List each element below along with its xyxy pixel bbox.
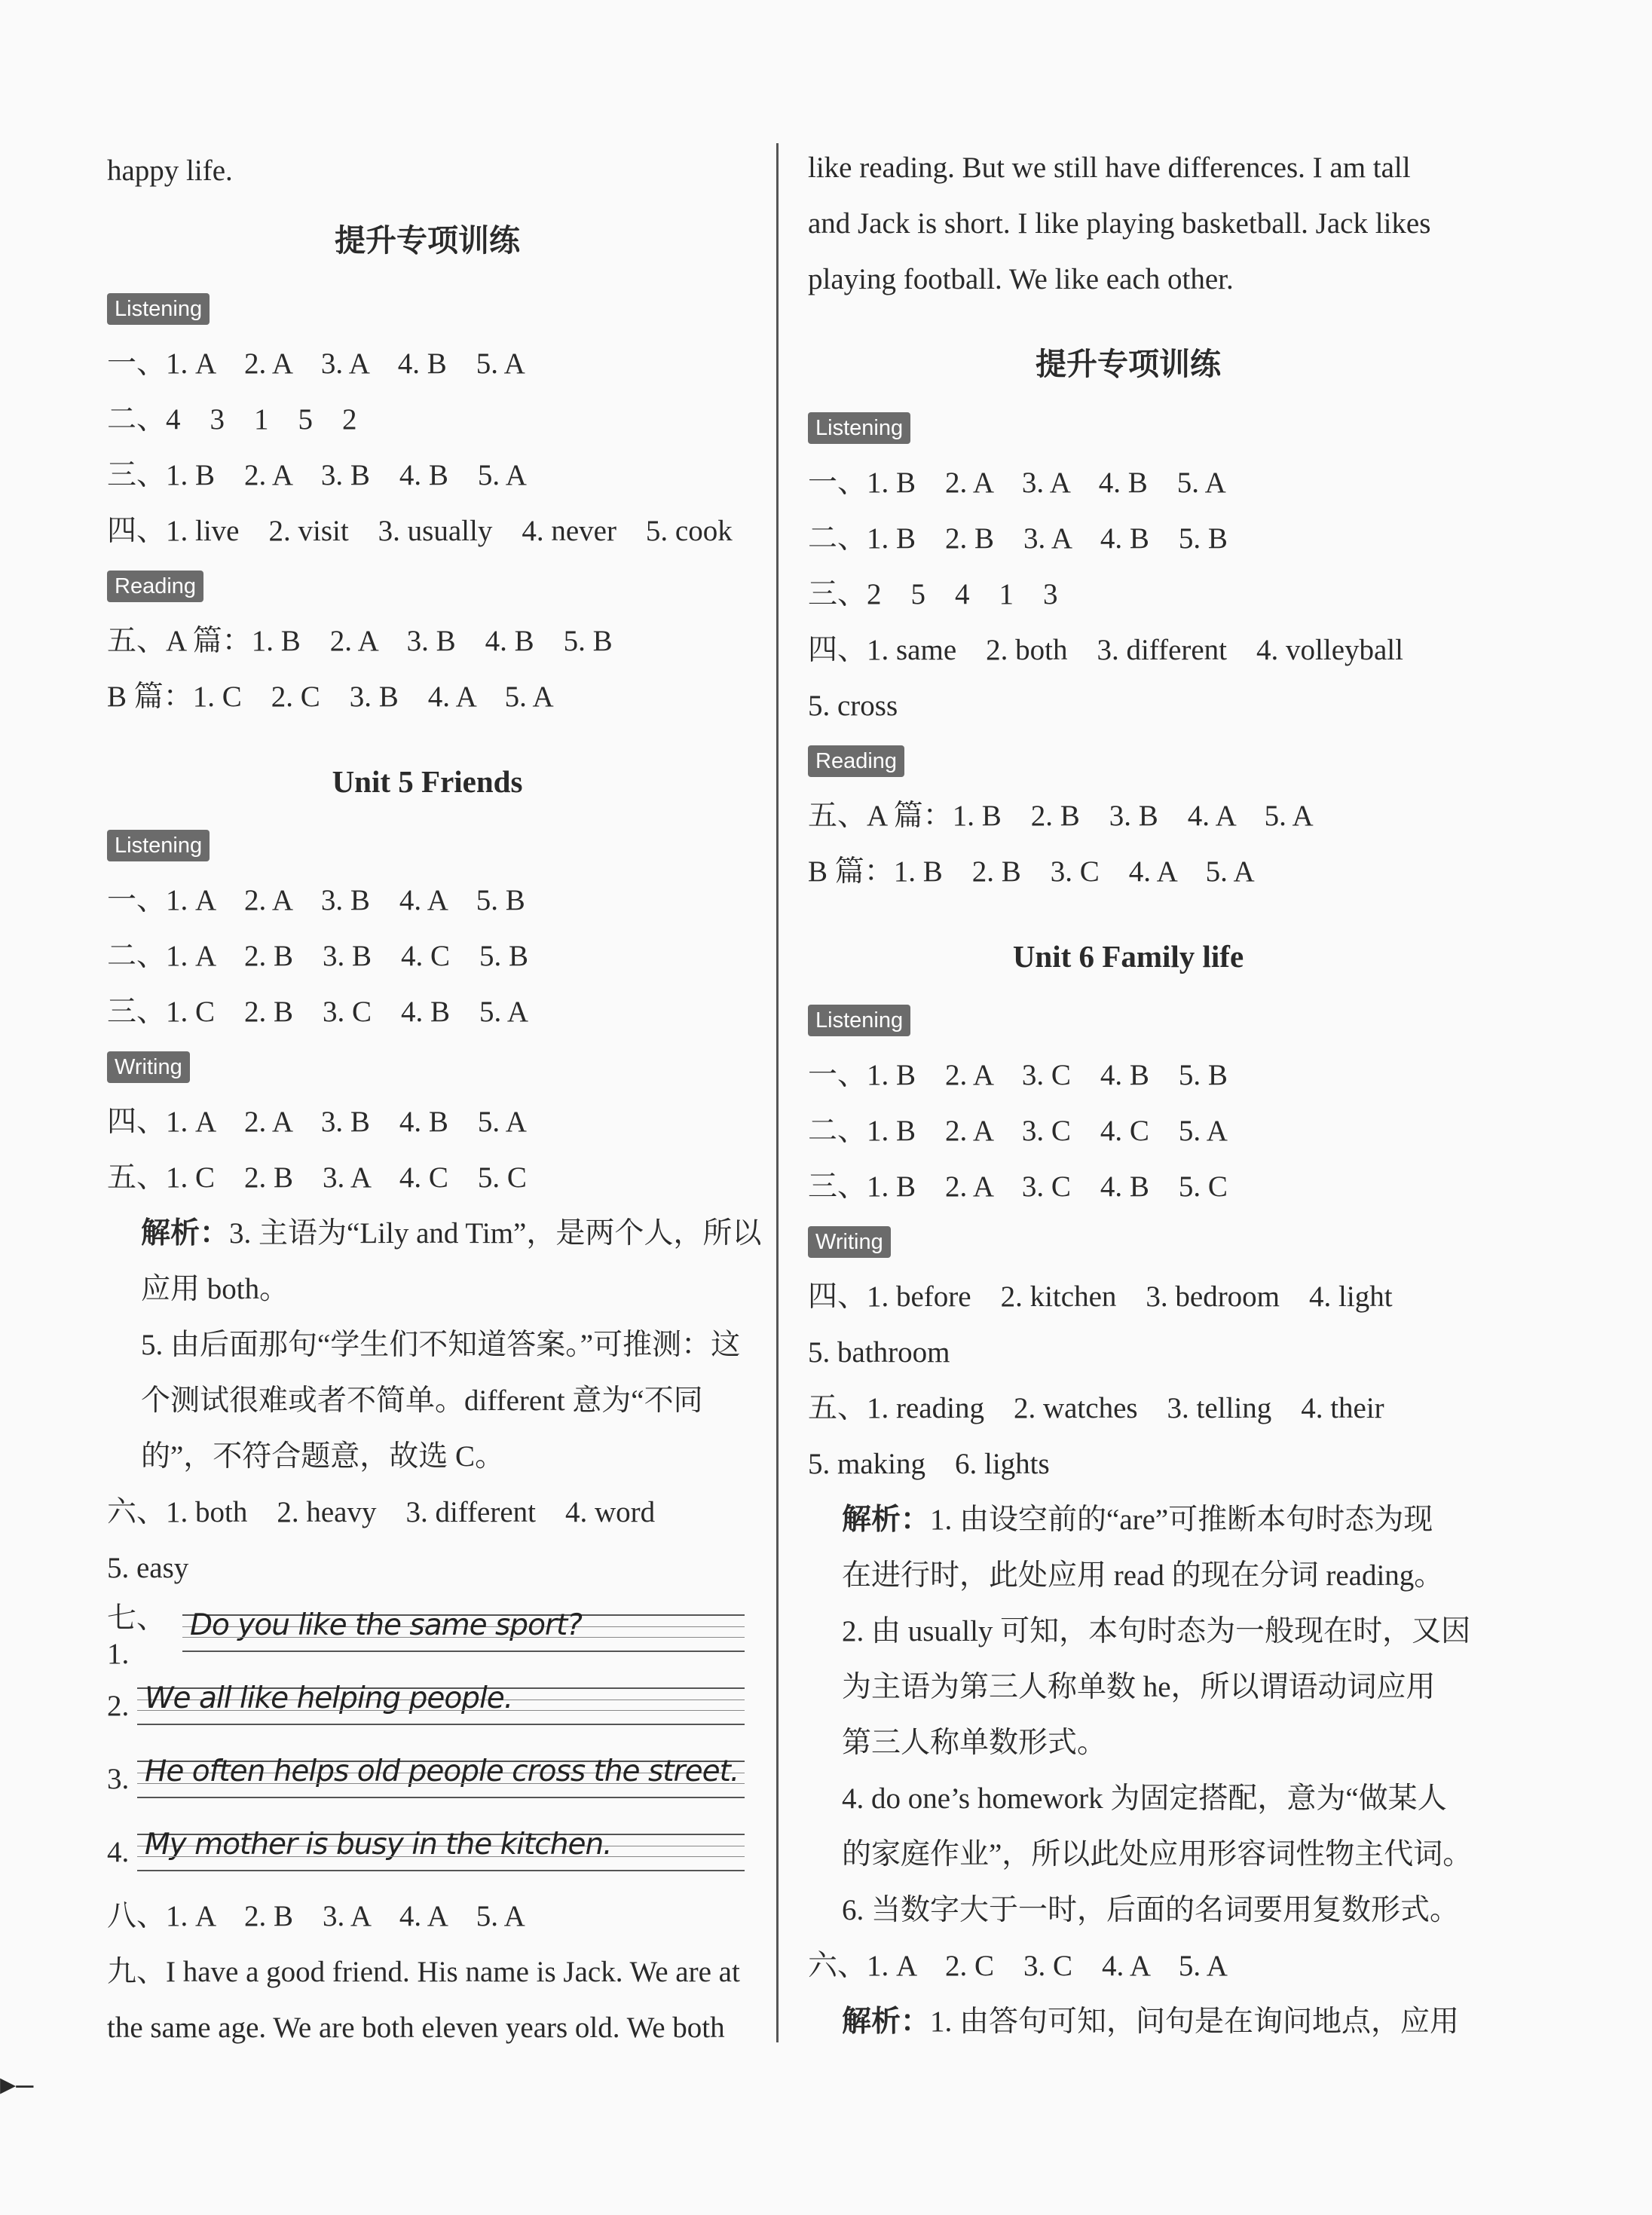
answer-line: the same age. We are both eleven years old. We both — [107, 2012, 725, 2044]
answer-line: 一、1. A 2. A 3. B 4. A 5. B — [107, 884, 525, 916]
handwriting-row — [107, 1596, 748, 1669]
writing-badge: Writing — [107, 1051, 190, 1083]
handwriting-number: 4. — [107, 1836, 130, 1868]
handwriting-number: 2. — [107, 1690, 130, 1722]
answer-line: 一、1. B 2. A 3. C 4. B 5. B — [808, 1059, 1228, 1091]
explanation-line: 第三人称单数形式。 — [842, 1727, 1107, 1759]
explanation-line: 个测试很难或者不简单。different 意为“不同 — [141, 1384, 703, 1417]
handwriting-lines — [137, 1827, 745, 1871]
answer-line: 八、1. A 2. B 3. A 4. A 5. A — [107, 1900, 525, 1932]
right-column — [808, 140, 1473, 2050]
explanation-line — [808, 1492, 1449, 1548]
unit-title: Unit 5 Friends — [332, 764, 523, 799]
answer-line: 五、A 篇：1. B 2. A 3. B 4. B 5. B — [107, 625, 613, 657]
answer-line: 5. easy — [107, 1552, 189, 1584]
handwriting-row — [107, 1669, 748, 1742]
handwriting-lines — [182, 1608, 745, 1652]
answer-line: 二、4 3 1 5 2 — [107, 403, 357, 436]
listening-badge: Listening — [808, 1005, 910, 1036]
explanation-line: 的”，不符合题意，故选 C。 — [141, 1440, 505, 1473]
answer-line: 二、1. B 2. B 3. A 4. B 5. B — [808, 522, 1228, 555]
answer-line: 九、I have a good friend. His name is Jack. We are at — [107, 1956, 740, 1988]
handwriting-text: Do you like the same sport? — [190, 1608, 582, 1642]
explanation-text: 1. 由答句可知，问句是在询问地点，应用 — [930, 2005, 1460, 2038]
explanation-line: 在进行时，此处应用 read 的现在分词 reading。 — [842, 1559, 1444, 1592]
handwriting-row — [107, 1742, 748, 1816]
explanation-text: 3. 主语为“Lily and Tim”，是两个人，所以 — [229, 1217, 762, 1250]
unit-title: Unit 6 Family life — [1012, 939, 1244, 974]
listening-badge: Listening — [107, 830, 210, 861]
section-title: 提升专项训练 — [335, 223, 520, 258]
answer-line: 三、2 5 4 1 3 — [808, 578, 1058, 610]
reading-badge: Reading — [808, 745, 904, 777]
handwriting-number: 七、1. — [107, 1602, 167, 1670]
text-line: and Jack is short. I like playing basketball. Jack likes — [808, 207, 1431, 240]
handwriting-text: My mother is busy in the kitchen. — [145, 1827, 612, 1862]
answer-line: 六、1. A 2. C 3. C 4. A 5. A — [808, 1950, 1228, 1982]
explanation-line: 的家庭作业”，所以此处应用形容词性物主代词。 — [842, 1838, 1473, 1871]
listening-badge: Listening — [107, 293, 210, 325]
answer-line: 二、1. A 2. B 3. B 4. C 5. B — [107, 940, 529, 972]
answer-line: 五、A 篇：1. B 2. B 3. B 4. A 5. A — [808, 800, 1314, 832]
reading-badge: Reading — [107, 571, 203, 602]
answer-line: 三、1. B 2. A 3. B 4. B 5. A — [107, 459, 527, 491]
handwriting-text: He often helps old people cross the street. — [145, 1754, 739, 1788]
explanation-line — [107, 1206, 762, 1262]
answer-line: 三、1. B 2. A 3. C 4. B 5. C — [808, 1170, 1228, 1203]
answer-line: 五、1. C 2. B 3. A 4. C 5. C — [107, 1161, 527, 1194]
handwriting-row — [107, 1816, 748, 1889]
handwriting-number: 3. — [107, 1763, 130, 1795]
explanation-text: 1. 由设空前的“are”可推断本句时态为现 — [930, 1504, 1433, 1536]
listening-badge: Listening — [808, 412, 910, 444]
answer-line: 5. making 6. lights — [808, 1448, 1050, 1480]
answer-line: 六、1. both 2. heavy 3. different 4. word — [107, 1496, 656, 1528]
writing-badge: Writing — [808, 1226, 891, 1258]
answer-line: 二、1. B 2. A 3. C 4. C 5. A — [808, 1115, 1228, 1147]
answer-line: B 篇：1. C 2. C 3. B 4. A 5. A — [107, 681, 554, 713]
text-line: playing football. We like each other. — [808, 263, 1234, 295]
handwriting-lines — [137, 1681, 745, 1725]
explanation-line: 4. do one’s homework 为固定搭配，意为“做某人 — [842, 1782, 1447, 1815]
column-divider — [776, 143, 779, 2042]
answer-line: 四、1. same 2. both 3. different 4. volleyball — [808, 634, 1403, 666]
text-line: happy life. — [107, 154, 233, 187]
explanation-line — [808, 1994, 1460, 2050]
explanation-line: 5. 由后面那句“学生们不知道答案。”可推测：这 — [141, 1329, 741, 1361]
answer-line: 一、1. A 2. A 3. A 4. B 5. A — [107, 347, 525, 380]
answer-line: 5. bathroom — [808, 1336, 950, 1369]
explanation-line: 2. 由 usually 可知，本句时态为一般现在时，又因 — [842, 1615, 1471, 1647]
left-column — [107, 143, 762, 2056]
explanation-label: 解析： — [842, 2005, 931, 2038]
answer-line: 四、1. live 2. visit 3. usually 4. never 5. cook — [107, 515, 733, 547]
answer-line: 四、1. A 2. A 3. B 4. B 5. A — [107, 1106, 527, 1138]
handwriting-text: We all like helping people. — [145, 1681, 513, 1715]
explanation-line: 为主语为第三人称单数 he，所以谓语动词应用 — [842, 1671, 1436, 1703]
explanation-label: 解析： — [842, 1504, 931, 1536]
answer-line: 四、1. before 2. kitchen 3. bedroom 4. light — [808, 1280, 1393, 1313]
explanation-line: 应用 both。 — [141, 1273, 289, 1305]
explanation-label: 解析： — [141, 1217, 230, 1250]
answer-line: 三、1. C 2. B 3. C 4. B 5. A — [107, 996, 529, 1028]
answer-line: 一、1. B 2. A 3. A 4. B 5. A — [808, 467, 1226, 499]
page-corner-mark: ▸– — [0, 2066, 34, 2101]
answer-line: 5. cross — [808, 690, 898, 722]
answer-line: 五、1. reading 2. watches 3. telling 4. their — [808, 1392, 1384, 1424]
handwriting-lines — [137, 1754, 745, 1798]
explanation-line: 6. 当数字大于一时，后面的名词要用复数形式。 — [842, 1894, 1460, 1926]
answer-line: B 篇：1. B 2. B 3. C 4. A 5. A — [808, 855, 1255, 888]
section-title: 提升专项训练 — [1036, 347, 1221, 381]
text-line: like reading. But we still have differences. I am tall — [808, 151, 1411, 184]
